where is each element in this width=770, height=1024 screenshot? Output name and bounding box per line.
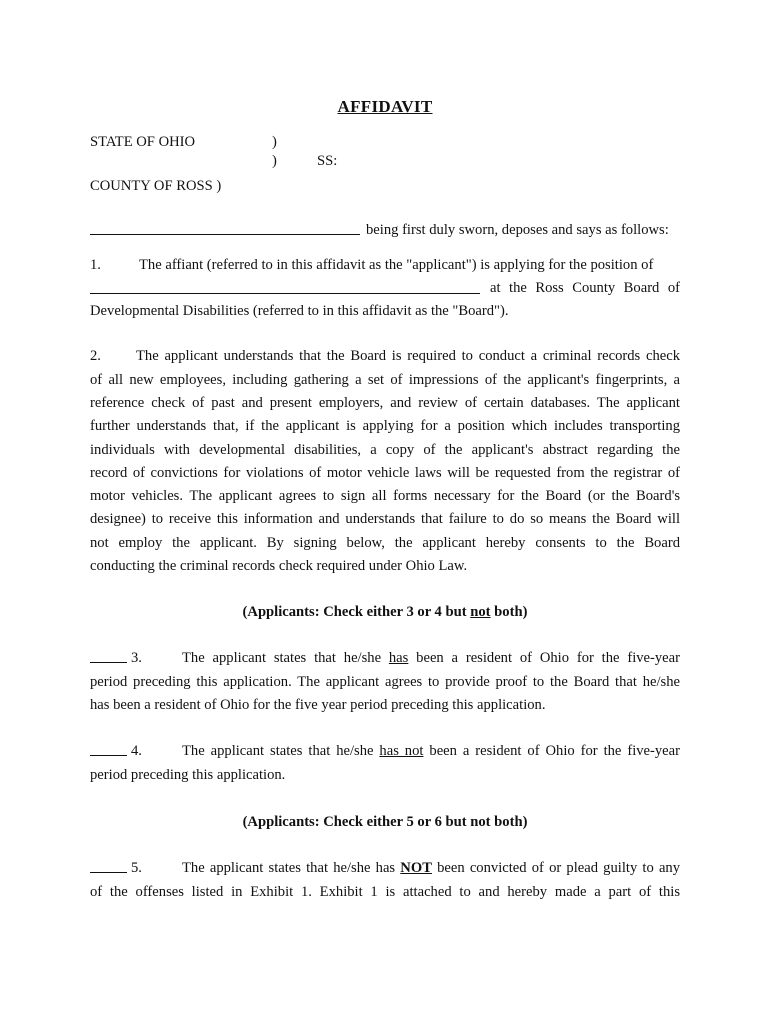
p5-pre: The applicant states that he/she has <box>182 860 401 876</box>
p1-line-2: at the Ross County Board of <box>490 280 680 296</box>
affiant-name-line[interactable] <box>90 222 360 240</box>
p3-pre: The applicant states that he/she <box>182 650 389 666</box>
p1-line-3: Developmental Disabilities (referred to in this affidavit as the "Board"). <box>90 303 509 319</box>
p4-line-1 <box>182 743 680 760</box>
p4-line-2: period preceding this application. <box>90 767 286 783</box>
p3-checkbox-line[interactable] <box>90 650 127 668</box>
p3-post: been a resident of Ohio for the five-year <box>408 650 680 666</box>
p5-number: 5. <box>131 860 142 876</box>
p3-number: 3. <box>131 650 142 666</box>
p5-line-2: of the offenses listed in Exhibit 1. Exhibit 1 is attached to and hereby made a part of this <box>90 884 680 900</box>
p4-pre: The applicant states that he/she <box>182 743 380 759</box>
p4-check-blank[interactable] <box>90 743 127 756</box>
p3-line-1 <box>182 650 680 667</box>
p4-emph: has not <box>379 743 424 759</box>
p1-line-1: The affiant (referred to in this affidavit as the "applicant") is applying for the position of <box>139 257 654 273</box>
position-line[interactable] <box>90 281 480 299</box>
p3-line-2: period preceding this application. The applicant agrees to provide proof to the Board that he/she <box>90 674 680 690</box>
heading-34-pre: (Applicants: Check either 3 or 4 but <box>242 604 471 620</box>
p5-line-1 <box>182 860 680 877</box>
intro-text: being first duly sworn, deposes and says as follows: <box>366 222 669 238</box>
venue-ss: SS: <box>317 153 338 169</box>
p2-line: record of convictions for violations of motor vehicle laws will be requested from the registrar of <box>90 465 680 481</box>
p2-line: motor vehicles. The applicant agrees to sign all forms necessary for the Board (or the Board's <box>90 488 680 504</box>
p5-checkbox-line[interactable] <box>90 860 127 878</box>
p1-number: 1. <box>90 257 101 273</box>
p2-line: of all new employees, including gathering a set of impressions of the applicant's fingerprints, a <box>90 372 680 388</box>
p2-line: further understands that, if the applicant is applying for a position which includes transporting <box>90 418 680 434</box>
p2-line: The applicant understands that the Board is required to conduct a criminal records check <box>136 348 680 364</box>
heading-check-3-or-4 <box>0 604 770 621</box>
p2-line: not employ the applicant. By signing below, the applicant hereby consents to the Board <box>90 535 680 551</box>
p4-number: 4. <box>131 743 142 759</box>
p4-post: been a resident of Ohio for the five-year <box>423 743 680 759</box>
p3-emph: has <box>388 650 409 666</box>
p2-number: 2. <box>90 348 101 364</box>
position-blank[interactable] <box>90 281 480 294</box>
venue-paren-1: ) <box>272 134 277 150</box>
document-title: AFFIDAVIT <box>337 97 433 116</box>
p2-line: designee) to receive this information and understands that failure to do so means the Board will <box>90 511 680 527</box>
venue-state: STATE OF OHIO <box>90 134 196 150</box>
p4-checkbox-line[interactable] <box>90 743 127 761</box>
affiant-name-blank[interactable] <box>90 222 360 235</box>
venue-county: COUNTY OF ROSS ) <box>90 178 222 194</box>
p5-post: been convicted of or plead guilty to any <box>431 860 681 876</box>
heading-34-post: both) <box>490 604 528 620</box>
p5-check-blank[interactable] <box>90 860 127 873</box>
p2-line: conducting the criminal records check required under Ohio Law. <box>90 558 468 574</box>
heading-check-5-or-6: (Applicants: Check either 5 or 6 but not both) <box>242 814 528 830</box>
p3-check-blank[interactable] <box>90 650 127 663</box>
p2-line: individuals with developmental disabilities, a copy of the applicant's abstract regarding the <box>90 442 680 458</box>
venue-paren-2: ) <box>272 153 277 169</box>
p5-emph: NOT <box>400 860 432 876</box>
p3-line-3: has been a resident of Ohio for the five year period preceding this application. <box>90 697 546 713</box>
heading-34-emph: not <box>470 604 491 620</box>
p2-line: reference check of past and present employers, and review of certain databases. The applicant <box>90 395 680 411</box>
